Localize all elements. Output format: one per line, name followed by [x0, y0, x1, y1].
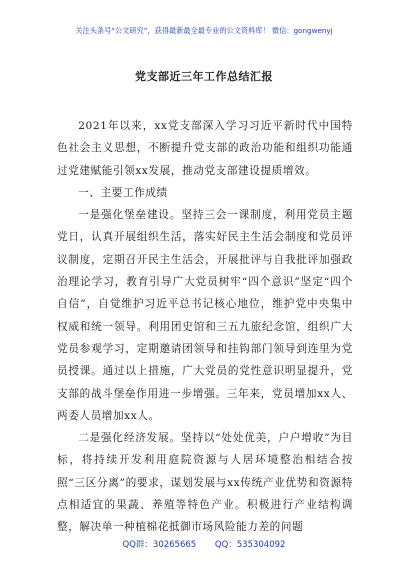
header-promo-note: 关注头条号“公文研究”，获得最新最全最专业的公文资料库！ 微信：gongwenyj: [75, 26, 333, 35]
body-paragraph-1: 一是强化堡垒建设。坚持三会一课制度，利用党员主题党日，认真开展组织生活，落实好民主生活会制度和党员评议制度，定期召开民主生活会，开展批评与自我批评加强政治理论学习，教育引导广大党员树牢“四个意识”坚定“四个自信”，自觉维护习近平总书记核心地位，维护党中央集中权威和统一领导。利用团史馆和三五九旅纪念馆，组织广大党员参观学习，定期邀请团领导和挂钩部门领导到连里为党员授课。通过以上措施，广大党员的党性意识明显提升，党支部的战斗堡垒作用进一步增强。三年来，党员增加xx人、两委人员增加xx人。: [57, 209, 353, 422]
body-paragraph-intro: 2021年以来，xx党支部深入学习习近平新时代中国特色社会主义思想，不断提升党支部的政治功能和组织功能通过党建赋能引领xx发展，推动党支部建设提质增效。: [57, 120, 353, 177]
footer-qq-group: QQ群：30265665: [122, 540, 197, 550]
footer-contact: [0, 538, 408, 550]
footer-qq-number: QQ：535304092: [214, 540, 286, 550]
body-paragraph-2: 二是强化经济发展。坚持以“处处优美，户户增收”为目标，将持续开发利用庭院资源与人居环境整治相结合按照“三区分离”的要求，谋划发展与xx传统产业优势和资源特点相适宜的果蔬、养殖等特色产业。积极进行产业结构调整，解决单一种植棉花抵御市场风险能力差的问题: [57, 432, 353, 534]
section-heading: 一、主要工作成绩: [78, 186, 168, 199]
document-title: 党支部近三年工作总结汇报: [135, 70, 273, 83]
document-body: [57, 115, 353, 539]
